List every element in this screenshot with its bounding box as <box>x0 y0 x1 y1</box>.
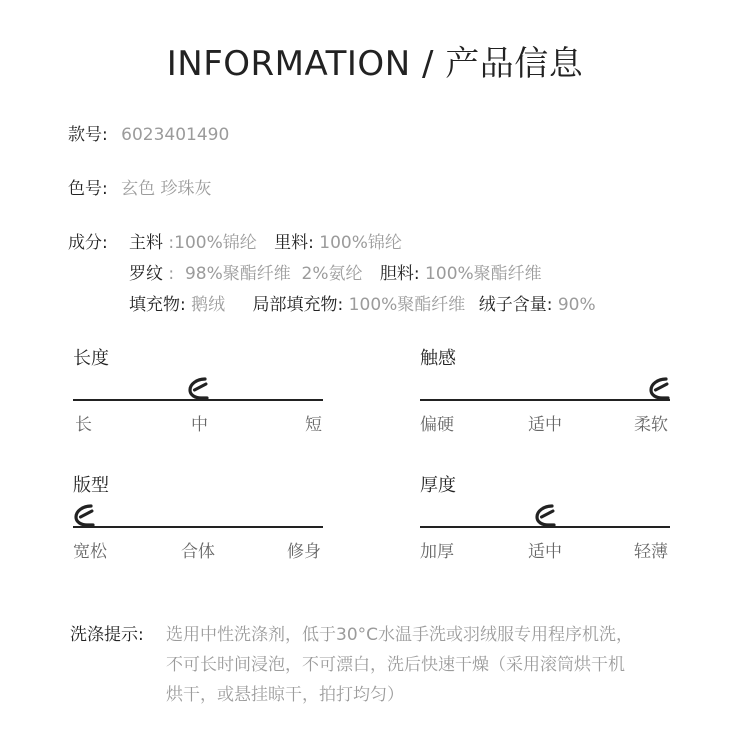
fit-marker-icon <box>73 503 95 527</box>
color-number-value: 玄色 珍珠灰 <box>121 179 212 199</box>
length-scale-title: 长度 <box>73 348 109 369</box>
texture-scale-label-right: 柔软 <box>634 415 668 435</box>
partial-filling-value: 100%聚酯纤维 <box>343 295 466 315</box>
fit-scale-line <box>73 526 323 528</box>
style-number-row <box>68 120 229 145</box>
inner-fabric-label: 胆料: <box>379 264 420 284</box>
wash-line: 不可长时间浸泡，不可漂白，洗后快速干燥（采用滚筒烘干机 <box>166 655 625 675</box>
wash-instructions-label: 洗涤提示: <box>70 625 144 645</box>
filling-label: 填充物: <box>129 295 186 315</box>
wash-instructions-text <box>166 620 686 710</box>
main-fabric-label: 主料 <box>129 233 163 253</box>
main-fabric-value: :100%锦纶 <box>163 233 257 253</box>
length-scale-label-right: 短 <box>305 415 322 435</box>
composition-line-2 <box>129 259 542 284</box>
composition-label: 成分: <box>68 233 108 253</box>
down-content-label: 绒子含量: <box>478 295 553 315</box>
thickness-scale-label-middle: 适中 <box>528 542 562 562</box>
length-marker-icon <box>187 376 209 400</box>
down-content-value: 90% <box>552 295 596 315</box>
filling-value: 鹅绒 <box>185 295 226 315</box>
lining-label: 里料: <box>274 233 314 253</box>
texture-scale-label-middle: 适中 <box>528 415 562 435</box>
fit-scale-title: 版型 <box>73 475 109 496</box>
inner-fabric-value: 100%聚酯纤维 <box>419 264 542 284</box>
texture-scale-line <box>420 399 670 401</box>
wash-line: 烘干，或悬挂晾干，拍打均匀） <box>166 685 404 705</box>
thickness-scale-label-left: 加厚 <box>420 542 454 562</box>
texture-scale-label-left: 偏硬 <box>420 415 454 435</box>
page-title: INFORMATION / 产品信息 <box>166 44 584 84</box>
style-number-label: 款号: <box>68 125 108 145</box>
composition-line-3 <box>129 290 596 315</box>
fit-scale-label-right: 修身 <box>287 542 321 562</box>
composition-line-1 <box>129 228 402 253</box>
length-scale-label-left: 长 <box>75 415 92 435</box>
fit-scale-label-middle: 合体 <box>181 542 215 562</box>
rib-label: 罗纹 <box>129 264 163 284</box>
thickness-marker-icon <box>534 503 556 527</box>
wash-line: 选用中性洗涤剂，低于30°C水温手洗或羽绒服专用程序机洗， <box>166 625 634 645</box>
style-number-value: 6023401490 <box>121 125 230 145</box>
lining-value: 100%锦纶 <box>313 233 402 253</box>
rib-value: : 98%聚酯纤维 2%氨纶 <box>163 264 363 284</box>
fit-scale-label-left: 宽松 <box>73 542 107 562</box>
composition-label-row <box>68 228 108 253</box>
thickness-scale-title: 厚度 <box>420 475 456 496</box>
length-scale-label-middle: 中 <box>191 415 208 435</box>
color-number-label: 色号: <box>68 179 108 199</box>
partial-filling-label: 局部填充物: <box>252 295 344 315</box>
texture-scale-title: 触感 <box>420 348 456 369</box>
texture-marker-icon <box>648 376 670 400</box>
thickness-scale-label-right: 轻薄 <box>634 542 668 562</box>
color-number-row <box>68 174 212 199</box>
